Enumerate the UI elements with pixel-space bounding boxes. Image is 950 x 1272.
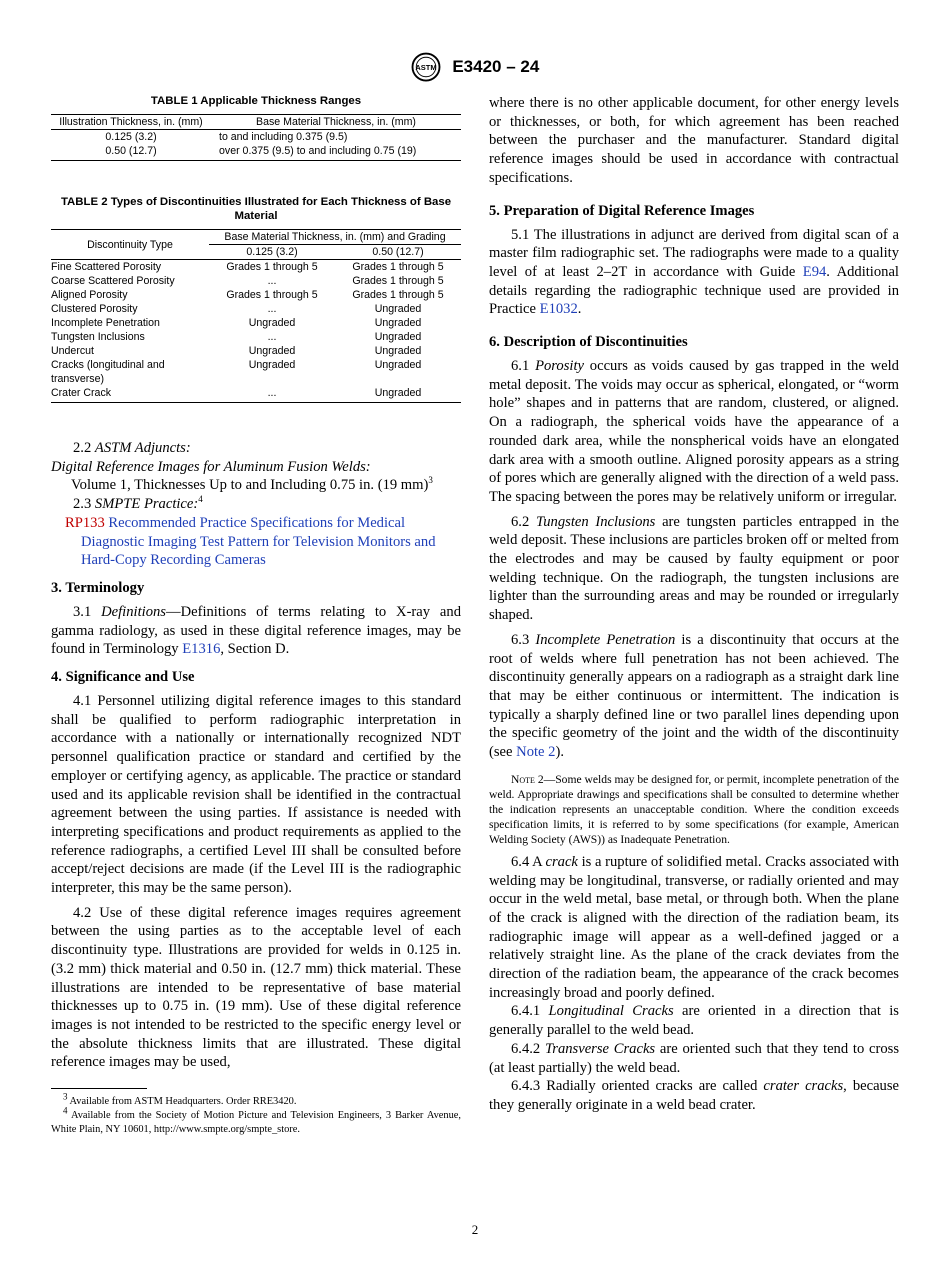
table-row bbox=[51, 344, 461, 358]
page-header bbox=[0, 52, 950, 82]
table-cell: Ungraded bbox=[374, 331, 422, 343]
table-cell: ... bbox=[267, 331, 277, 343]
e94-link[interactable]: E94 bbox=[802, 263, 827, 280]
table-cell: Grades 1 through 5 bbox=[226, 261, 318, 273]
table-cell: Ungraded bbox=[248, 359, 296, 371]
table-cell: Grades 1 through 5 bbox=[352, 261, 444, 273]
right-column bbox=[489, 94, 899, 1115]
table-row bbox=[51, 288, 461, 302]
section-6-4: 6.4 A crack is a rupture of solidified metal. Cracks associated with welding may be longitudinal, transverse, or radially oriented and may occur in the weld metal, base metal, or through both. When the plane of the crack is aligned with the direction of the radiation beam, its radiographic image will appear as a well-defined jagged or a relatively straight line. As the plane of the crack deviates from the direction of the radiation beam, the appearance of the crack becomes increasingly broad and poorly defined. bbox=[489, 853, 899, 1001]
page-number: 2 bbox=[471, 1222, 479, 1237]
section-6-1: 6.1 Porosity occurs as voids caused by gas trapped in the weld metal deposit. The voids may occur as spherical, elongated, or “worm hole” shapes and in patterns that are random, clustered, or aligned. On a radiograph, the spherical voids have the appearance of a rounded dark area, while the nonspherical voids have an elongated dark area with a smooth outline. Aligned porosity appears as a string of pores which are generally aligned with the direction of a weld pass. The spacing between the pores may be relatively uniform or irregular. bbox=[489, 358, 899, 505]
table-row bbox=[51, 274, 461, 288]
section-5-1: 5.1 The illustrations in adjunct are derived from digital scan of a master film radiographic set. The radiographs were made to a quality level of at least 2–2T in accordance with Guide E94. Additional details regarding the radiographic technique used are provided in Practice E1032. bbox=[489, 226, 899, 318]
table-cell: Crater Crack bbox=[51, 386, 209, 403]
rp133-link[interactable]: Recommended Practice Specifications for Medical Diagnostic Imaging Test Pattern for Television Monitors and Hard-Copy Recording Cameras bbox=[81, 514, 436, 569]
table-cell: ... bbox=[267, 303, 277, 315]
table-cell: Ungraded bbox=[374, 303, 422, 315]
svg-text:ASTM: ASTM bbox=[415, 63, 437, 72]
astm-logo-icon bbox=[411, 52, 441, 82]
table-cell: over 0.375 (9.5) to and including 0.75 (19) bbox=[211, 144, 461, 161]
table-row bbox=[51, 144, 461, 161]
table2-header-sub: 0.125 (3.2) bbox=[209, 245, 335, 260]
table-cell: Grades 1 through 5 bbox=[352, 289, 444, 301]
table2-header-sub: 0.50 (12.7) bbox=[335, 245, 461, 260]
table-cell: Clustered Porosity bbox=[51, 303, 138, 315]
section-4-1: 4.1 Personnel utilizing digital reference images to this standard shall be qualified to perform radiographic interpretation in accordance with a nationally or internationally recognized NDT personnel qualification practice or standard and certified by the employer or certifying agency, as applicable. The practice or standard used and its applicable revision shall be identified in the contractual agreement between the using parties. If assistance is needed with interpreting specifications and product requirements as applied to the reference radiographs, a certified Level III shall be consulted before accept/reject decisions are made (if the Level III is the radiographic interpreter, this may be the same person). bbox=[51, 693, 461, 897]
table-row bbox=[51, 302, 461, 316]
table-cell: Ungraded bbox=[248, 317, 296, 329]
table-cell: Ungraded bbox=[374, 345, 422, 357]
section-6-2: 6.2 Tungsten Inclusions are tungsten particles entrapped in the weld deposit. These inclusions are particles broken off or melted from the electrodes and may be caused by faulty equipment or poor welding technique. On the radiograph, the tungsten inclusions are lighter than the surrounding areas and may be rounded or irregularly shaped. bbox=[489, 513, 899, 624]
table-cell: Incomplete Penetration bbox=[51, 317, 160, 329]
table-cell: 0.50 (12.7) bbox=[51, 144, 211, 161]
table2-title: TABLE 2 Types of Discontinuities Illustrated for Each Thickness of Base Material bbox=[60, 196, 452, 222]
section-4-heading: 4. Significance and Use bbox=[51, 669, 195, 686]
table-cell: Ungraded bbox=[335, 386, 461, 403]
adjunct-subtitle: Digital Reference Images for Aluminum Fusion Welds: bbox=[51, 458, 371, 475]
section-6-4-2: 6.4.2 Transverse Cracks are oriented such that they tend to cross (at least partially) the weld bead. bbox=[489, 1040, 900, 1076]
footnote-3: $^3$ Available from ASTM Headquarters. Order RRE3420. bbox=[63, 1091, 297, 1108]
section-6-heading: 6. Description of Discontinuities bbox=[489, 334, 688, 351]
table-cell: Ungraded bbox=[374, 359, 422, 371]
table1-header: Illustration Thickness, in. (mm) bbox=[51, 115, 211, 130]
table-row bbox=[51, 386, 461, 403]
table1-title: TABLE 1 Applicable Thickness Ranges bbox=[150, 95, 362, 107]
table-cell: Tungsten Inclusions bbox=[51, 331, 145, 343]
table2-header-group: Base Material Thickness, in. (mm) and Grading bbox=[209, 230, 461, 245]
table-cell: Aligned Porosity bbox=[51, 289, 128, 301]
table-cell: Ungraded bbox=[374, 317, 422, 329]
table-cell: Undercut bbox=[51, 345, 94, 357]
table-cell: 0.125 (3.2) bbox=[105, 131, 157, 143]
table-row bbox=[51, 330, 461, 344]
table-cell: to and including 0.375 (9.5) bbox=[219, 131, 348, 143]
e1032-link[interactable]: E1032 bbox=[539, 301, 578, 318]
table-cell: Coarse Scattered Porosity bbox=[51, 275, 175, 287]
rp133-code[interactable]: RP133 bbox=[65, 514, 105, 531]
section-4-2: 4.2 Use of these digital reference images requires agreement between the using parties as to the acceptable level of each discontinuity type. Illustrations are provided for welds in 0.125 in. (3.2 mm) thick material and 0.50 in. (12.7 mm) thick material. These illustrations are intended to be representative of base material thicknesses up to 0.75 in. (19 mm). Use of these digital reference images is not intended to be restricted to the specific energy level or the absolute thickness limits that are illustrated. These digital reference images may be used, bbox=[51, 904, 461, 1071]
table1 bbox=[51, 114, 461, 161]
adjunct-volume: Volume 1, Thicknesses Up to and Including 0.75 in. (19 mm)$^3$ bbox=[71, 475, 433, 494]
section-5-heading: 5. Preparation of Digital Reference Images bbox=[489, 202, 755, 219]
section-3-1: 3.1 Definitions—Definitions of terms relating to X-ray and gamma radiology, as used in these digital reference images, may be found in Terminology E1316, Section D. bbox=[51, 603, 461, 658]
table-row bbox=[51, 130, 461, 145]
table1-header: Base Material Thickness, in. (mm) bbox=[211, 115, 461, 130]
section-2-2: 2.2 ASTM Adjuncts: bbox=[73, 440, 191, 456]
left-column bbox=[51, 94, 461, 1137]
table-row bbox=[51, 358, 461, 386]
section-4-2-continued: where there is no other applicable document, for other energy levels or thicknesses, or both, for which agreement has been reached between the purchaser and the manufacturer. Standard digital reference images should be used in accordance with contractual specifications. bbox=[489, 95, 899, 186]
table-cell: Grades 1 through 5 bbox=[352, 275, 444, 287]
table-cell: Ungraded bbox=[248, 345, 296, 357]
table2-header-type: Discontinuity Type bbox=[51, 230, 209, 260]
section-6-4-3: 6.4.3 Radially oriented cracks are called crater cracks, because they generally originate in a weld bead crater. bbox=[489, 1078, 900, 1113]
table-cell: Fine Scattered Porosity bbox=[51, 261, 162, 273]
table-row bbox=[51, 316, 461, 330]
table-cell: ... bbox=[267, 275, 277, 287]
table-cell: Cracks (longitudinal and transverse) bbox=[51, 359, 165, 385]
table2 bbox=[51, 229, 461, 403]
rp133-reference[interactable] bbox=[51, 514, 461, 570]
footnote-divider bbox=[51, 1088, 147, 1089]
standard-number: E3420 – 24 bbox=[452, 56, 540, 76]
section-6-3: 6.3 Incomplete Penetration is a discontinuity that occurs at the root of welds where full penetration has not been achieved. The discontinuity generally appears on a radiograph as a straight dark line that may be either continuous or intermittent. The indication is typically a sharply defined line or two parallel lines depending upon the specific geometry of the joint and the width of the discontinuity (see Note 2). bbox=[489, 631, 899, 761]
table-cell: ... bbox=[209, 386, 335, 403]
footnote-4: $^4$ Available from the Society of Motion Picture and Television Engineers, 3 Barker Avenue, White Plain, NY 10601, http://www.smpte.org/smpte_store. bbox=[51, 1105, 461, 1136]
table-cell: Grades 1 through 5 bbox=[226, 289, 318, 301]
table-row bbox=[51, 260, 461, 275]
section-3-heading: 3. Terminology bbox=[51, 579, 145, 596]
section-6-4-1: 6.4.1 Longitudinal Cracks are oriented in a direction that is generally parallel to the weld bead. bbox=[489, 1003, 899, 1039]
note-2-link[interactable]: Note 2 bbox=[516, 744, 556, 761]
section-2-3: 2.3 SMPTE Practice:$^4$ bbox=[73, 494, 203, 513]
note-2: Note 2—Some welds may be designed for, or permit, incomplete penetration of the weld. Appropriate drawings and specifications shall be consulted to determine whether the indication represents an unacceptable condition. Where the condition exceeds specification limits, it is referred to by some specifications (for example, American Welding Society (AWS)) as Inadequate Penetration. bbox=[489, 772, 899, 846]
e1316-link[interactable]: E1316 bbox=[182, 641, 221, 658]
